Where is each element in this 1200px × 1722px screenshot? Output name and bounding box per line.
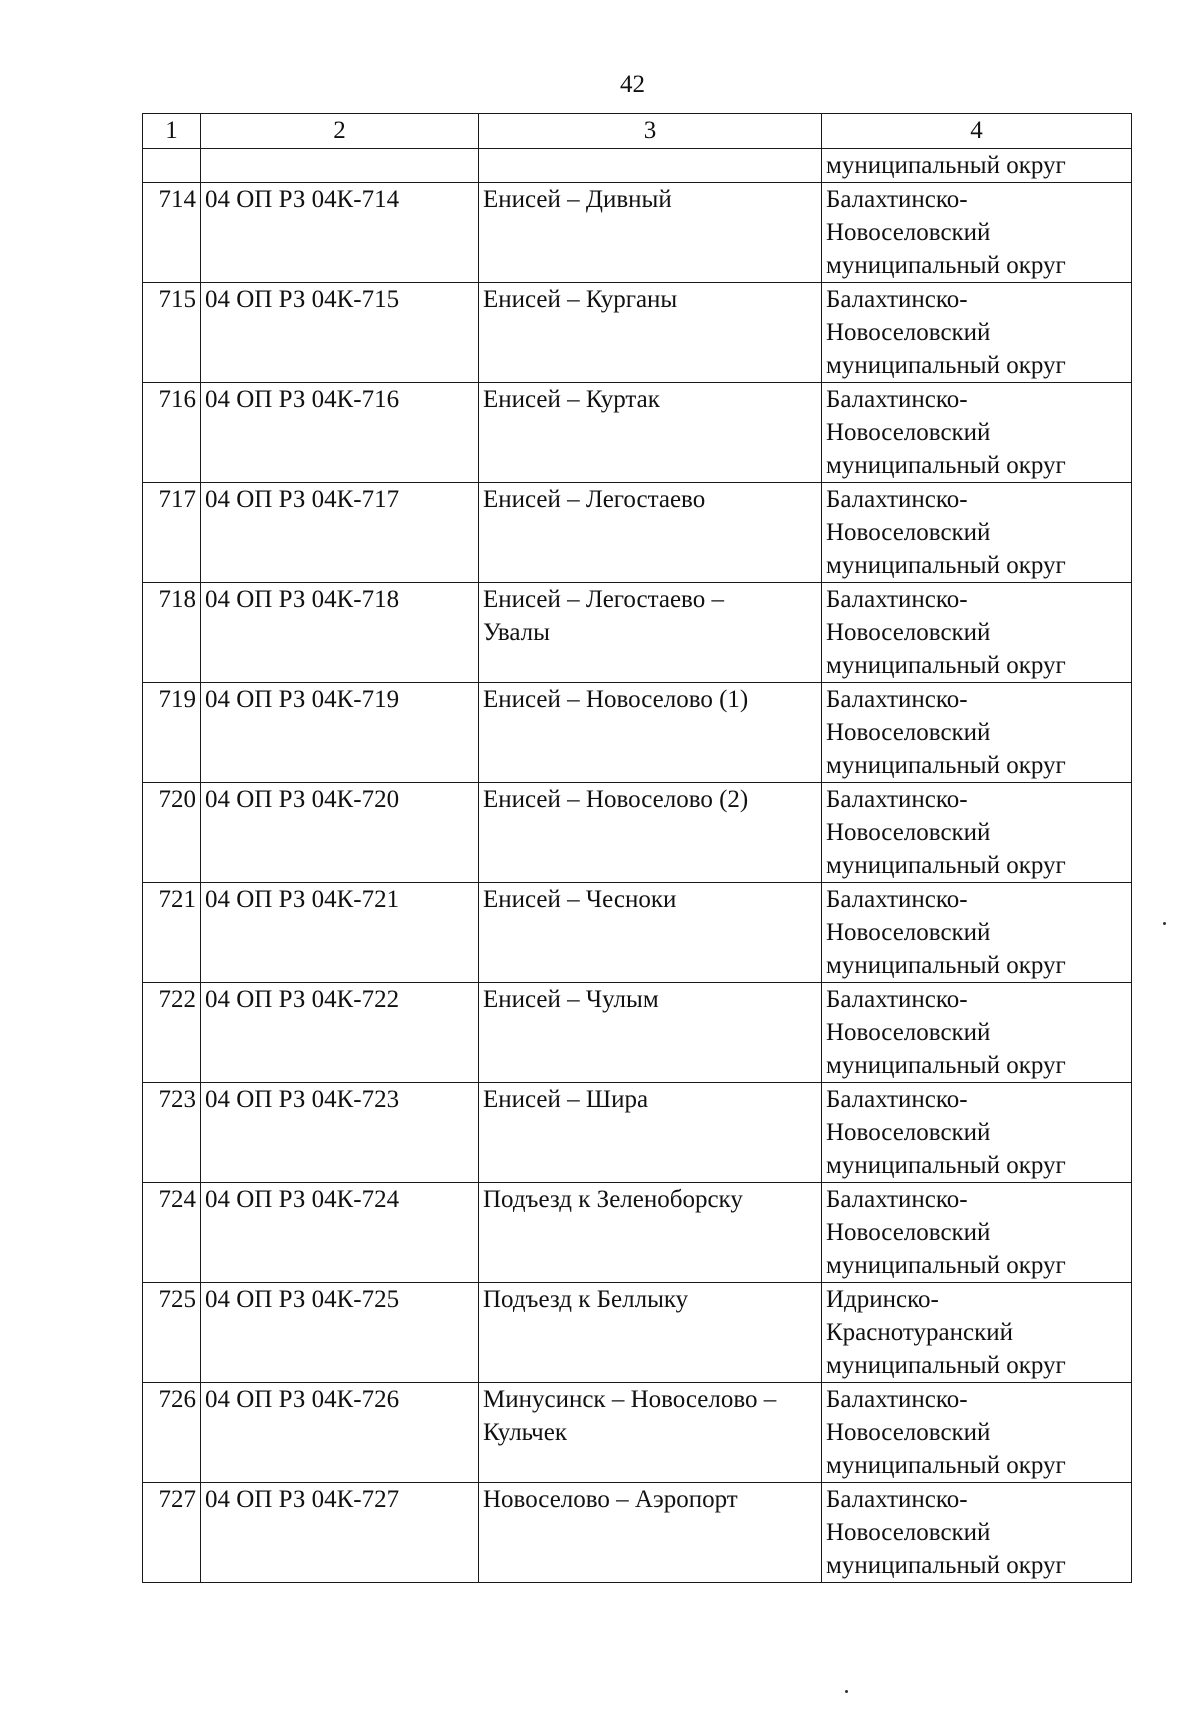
table-row	[143, 1083, 1132, 1183]
district-line: Новоселовский	[826, 419, 991, 446]
table-row	[143, 283, 1132, 383]
district-line: муниципальный округ	[826, 752, 1066, 779]
district-cell	[822, 283, 1132, 383]
road-code-cell: 04 ОП РЗ 04К-716	[201, 383, 479, 483]
table-row	[143, 183, 1132, 283]
road-name-cell	[479, 1383, 822, 1483]
road-name-line: Енисей – Легостаево –	[483, 586, 724, 613]
district-line: муниципальный округ	[826, 1052, 1066, 1079]
district-line: муниципальный округ	[826, 852, 1066, 879]
road-code-cell: 04 ОП РЗ 04К-715	[201, 283, 479, 383]
road-name-line: Минусинск – Новоселово –	[483, 1386, 777, 1413]
row-number-cell: 721	[143, 883, 201, 983]
scan-speck	[845, 1690, 848, 1693]
district-line: Новоселовский	[826, 519, 991, 546]
road-name-line: Увалы	[483, 619, 550, 646]
district-line: Балахтинско-	[826, 1186, 968, 1213]
table-row	[143, 683, 1132, 783]
road-name-cell	[479, 1283, 822, 1383]
continuation-cell-1	[143, 149, 201, 183]
district-line: Балахтинско-	[826, 986, 968, 1013]
road-code-cell: 04 ОП РЗ 04К-727	[201, 1483, 479, 1583]
district-line: Балахтинско-	[826, 1486, 968, 1513]
road-code-cell: 04 ОП РЗ 04К-717	[201, 483, 479, 583]
row-number-cell: 715	[143, 283, 201, 383]
district-line: Балахтинско-	[826, 486, 968, 513]
road-name-cell	[479, 383, 822, 483]
road-name-cell	[479, 1183, 822, 1283]
district-line: Балахтинско-	[826, 1086, 968, 1113]
table-row	[143, 783, 1132, 883]
road-code-cell: 04 ОП РЗ 04К-714	[201, 183, 479, 283]
road-code-cell: 04 ОП РЗ 04К-718	[201, 583, 479, 683]
road-code-cell: 04 ОП РЗ 04К-724	[201, 1183, 479, 1283]
continuation-row	[143, 149, 1132, 183]
district-line: Новоселовский	[826, 1419, 991, 1446]
roads-table	[142, 113, 1132, 1583]
continuation-cell-4: муниципальный округ	[822, 149, 1132, 183]
district-line: Новоселовский	[826, 1219, 991, 1246]
district-line: муниципальный округ	[826, 652, 1066, 679]
road-code-cell: 04 ОП РЗ 04К-723	[201, 1083, 479, 1183]
road-name-line: Подъезд к Беллыку	[483, 1286, 689, 1313]
row-number-cell: 714	[143, 183, 201, 283]
road-name-cell	[479, 983, 822, 1083]
district-cell	[822, 883, 1132, 983]
district-line: муниципальный округ	[826, 1552, 1066, 1579]
district-cell	[822, 1083, 1132, 1183]
district-cell	[822, 483, 1132, 583]
road-name-line: Енисей – Легостаево	[483, 486, 706, 513]
district-line: Краснотуранский	[826, 1319, 1013, 1346]
district-line: муниципальный округ	[826, 1252, 1066, 1279]
column-header-2: 2	[201, 114, 479, 149]
row-number-cell: 727	[143, 1483, 201, 1583]
row-number-cell: 720	[143, 783, 201, 883]
district-line: Новоселовский	[826, 819, 991, 846]
road-name-line: Енисей – Курганы	[483, 286, 678, 313]
table-row	[143, 883, 1132, 983]
table-row	[143, 1283, 1132, 1383]
row-number-cell: 726	[143, 1383, 201, 1483]
road-name-line: Енисей – Шира	[483, 1086, 649, 1113]
district-line: Балахтинско-	[826, 886, 968, 913]
district-line: Балахтинско-	[826, 286, 968, 313]
district-line: муниципальный округ	[826, 1152, 1066, 1179]
column-header-3: 3	[479, 114, 822, 149]
district-line: Балахтинско-	[826, 686, 968, 713]
district-line: Новоселовский	[826, 319, 991, 346]
road-code-cell: 04 ОП РЗ 04К-726	[201, 1383, 479, 1483]
district-line: Новоселовский	[826, 1119, 991, 1146]
scan-speck	[1163, 922, 1166, 925]
road-name-line: Енисей – Новоселово (2)	[483, 786, 749, 813]
road-name-cell	[479, 583, 822, 683]
road-code-cell: 04 ОП РЗ 04К-721	[201, 883, 479, 983]
district-line: Балахтинско-	[826, 386, 968, 413]
table-row	[143, 1383, 1132, 1483]
table-row	[143, 983, 1132, 1083]
district-line: муниципальный округ	[826, 252, 1066, 279]
road-name-cell	[479, 1083, 822, 1183]
row-number-cell: 716	[143, 383, 201, 483]
road-name-cell	[479, 683, 822, 783]
road-name-line: Кульчек	[483, 1419, 567, 1446]
continuation-cell-3	[479, 149, 822, 183]
road-name-line: Енисей – Дивный	[483, 186, 672, 213]
road-code-cell: 04 ОП РЗ 04К-725	[201, 1283, 479, 1383]
road-name-line: Новоселово – Аэропорт	[483, 1486, 738, 1513]
row-number-cell: 722	[143, 983, 201, 1083]
district-cell	[822, 1483, 1132, 1583]
district-line: Балахтинско-	[826, 186, 968, 213]
road-name-cell	[479, 1483, 822, 1583]
district-line: Новоселовский	[826, 1019, 991, 1046]
district-line: Балахтинско-	[826, 786, 968, 813]
district-line: Балахтинско-	[826, 1386, 968, 1413]
table-body	[143, 114, 1132, 1583]
table-row	[143, 383, 1132, 483]
district-cell	[822, 783, 1132, 883]
district-line: Идринско-	[826, 1286, 939, 1313]
district-cell	[822, 1283, 1132, 1383]
table-row	[143, 583, 1132, 683]
district-cell	[822, 583, 1132, 683]
district-cell	[822, 1383, 1132, 1483]
road-code-cell: 04 ОП РЗ 04К-722	[201, 983, 479, 1083]
road-name-line: Енисей – Чулым	[483, 986, 659, 1013]
district-line: Новоселовский	[826, 919, 991, 946]
road-name-cell	[479, 883, 822, 983]
district-line: Балахтинско-	[826, 586, 968, 613]
road-name-line: Енисей – Чесноки	[483, 886, 677, 913]
district-cell	[822, 183, 1132, 283]
road-code-cell: 04 ОП РЗ 04К-719	[201, 683, 479, 783]
road-name-cell	[479, 483, 822, 583]
district-line: Новоселовский	[826, 1519, 991, 1546]
district-line: муниципальный округ	[826, 452, 1066, 479]
table-row	[143, 483, 1132, 583]
district-line: муниципальный округ	[826, 552, 1066, 579]
row-number-cell: 724	[143, 1183, 201, 1283]
district-cell	[822, 983, 1132, 1083]
road-name-line: Енисей – Новоселово (1)	[483, 686, 749, 713]
table-row	[143, 1183, 1132, 1283]
district-cell	[822, 683, 1132, 783]
district-line: муниципальный округ	[826, 952, 1066, 979]
row-number-cell: 723	[143, 1083, 201, 1183]
row-number-cell: 719	[143, 683, 201, 783]
district-line: Новоселовский	[826, 719, 991, 746]
column-header-1: 1	[143, 114, 201, 149]
district-line: Новоселовский	[826, 219, 991, 246]
road-name-line: Подъезд к Зеленоборску	[483, 1186, 743, 1213]
road-name-cell	[479, 783, 822, 883]
district-cell	[822, 383, 1132, 483]
road-name-line: Енисей – Куртак	[483, 386, 660, 413]
district-line: муниципальный округ	[826, 1452, 1066, 1479]
table-row	[143, 1483, 1132, 1583]
column-header-4: 4	[822, 114, 1132, 149]
district-line: муниципальный округ	[826, 352, 1066, 379]
district-line: муниципальный округ	[826, 1352, 1066, 1379]
page-number: 42	[620, 71, 645, 98]
district-cell	[822, 1183, 1132, 1283]
road-name-cell	[479, 283, 822, 383]
row-number-cell: 717	[143, 483, 201, 583]
row-number-cell: 725	[143, 1283, 201, 1383]
continuation-cell-2	[201, 149, 479, 183]
road-name-cell	[479, 183, 822, 283]
row-number-cell: 718	[143, 583, 201, 683]
district-line: Новоселовский	[826, 619, 991, 646]
header-row	[143, 114, 1132, 149]
road-code-cell: 04 ОП РЗ 04К-720	[201, 783, 479, 883]
